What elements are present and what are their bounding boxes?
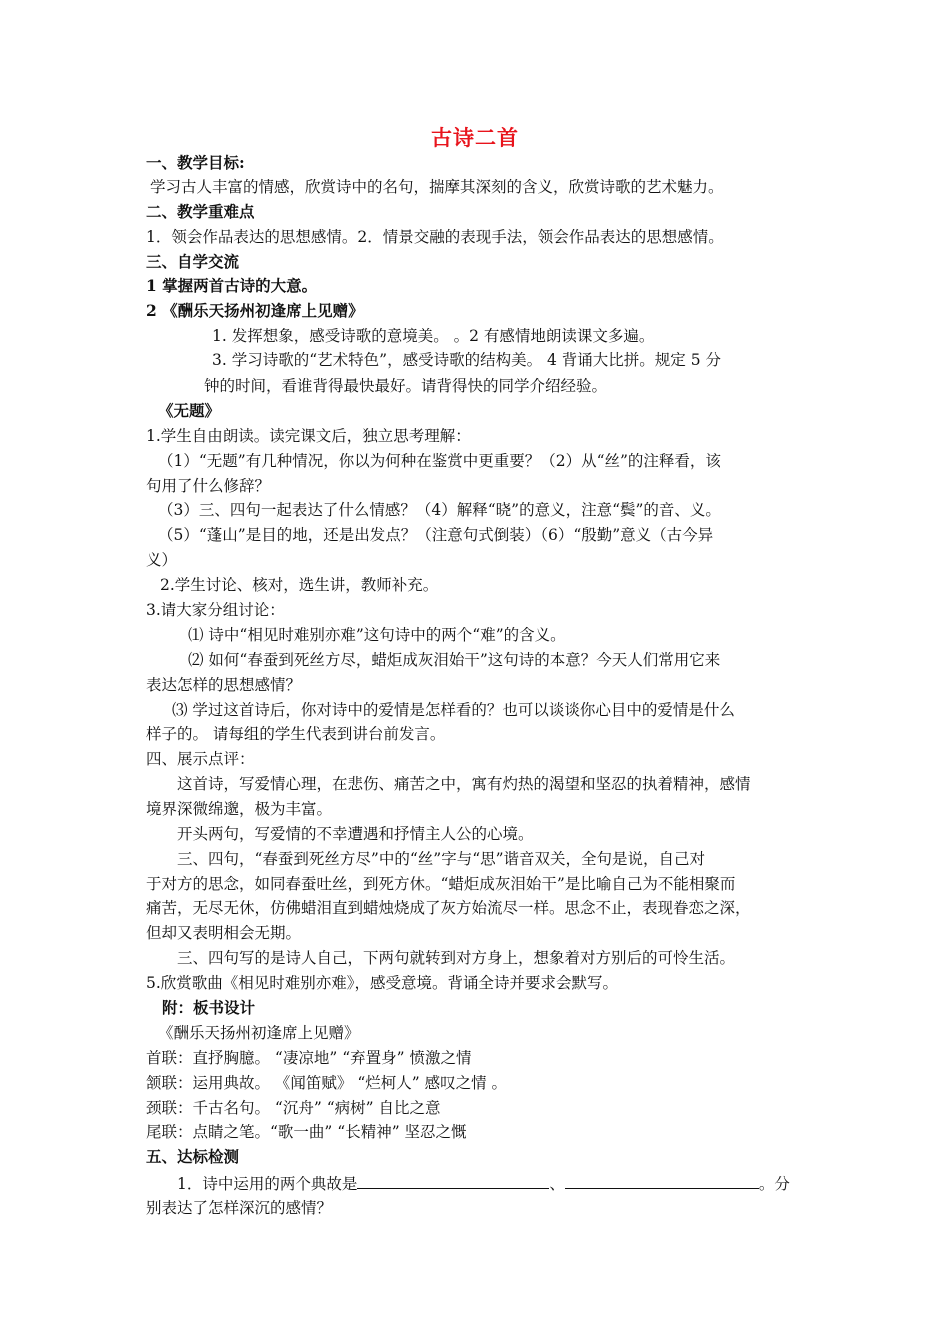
review-line-1: 这首诗，写爱情心理，在悲伤、痛苦之中，寓有灼热的渴望和坚忍的执着精神，感情 [177, 775, 751, 793]
answer-blank-1[interactable] [357, 1171, 549, 1189]
section-3-heading: 三、自学交流 [146, 252, 240, 271]
answer-blank-2[interactable] [565, 1171, 759, 1189]
section-4-heading: 四、展示点评： [146, 750, 255, 768]
wuti-line-2: （1）“无题”有几种情况，你以为何种在鉴赏中更重要？（2）从“丝”的注释看，该 [158, 452, 721, 470]
section-1-text: 学习古人丰富的情感，欣赏诗中的名句，揣摩其深刻的含义，欣赏诗歌的艺术魅力。 [150, 178, 724, 196]
page-title: 古诗二首 [431, 125, 519, 150]
section-5-heading: 五、达标检测 [146, 1147, 240, 1166]
question-1-line-2: 别表达了怎样深沉的感情？ [146, 1199, 333, 1217]
poem1-step-line-1: 1. 发挥想象，感受诗歌的意境美。 。2 有感情地朗读课文多遍。 [212, 327, 655, 345]
wuti-line-1: 1.学生自由朗读。读完课文后，独立思考理解： [146, 427, 471, 445]
poem1-step-line-3: 钟的时间，看谁背得最快最好。请背得快的同学介绍经验。 [204, 377, 608, 395]
wuti-line-13: 样子的。 请每组的学生代表到讲台前发言。 [146, 725, 446, 743]
review-line-7: 但却又表明相会无期。 [146, 924, 302, 942]
board-line-2: 颔联：运用典故。 《闻笛赋》 “烂柯人” 感叹之情 。 [146, 1074, 508, 1092]
section-2-heading: 二、教学重难点 [146, 202, 255, 221]
wuti-line-7: 2.学生讨论、核对，选生讲，教师补充。 [160, 576, 439, 594]
appendix-heading: 附：板书设计 [162, 998, 256, 1017]
question-1-separator: 、 [549, 1175, 565, 1193]
wuti-line-3: 句用了什么修辞？ [146, 477, 271, 495]
wuti-line-5: （5）“蓬山”是目的地，还是出发点？（注意句式倒装）（6）“殷勤”意义（古今异 [158, 526, 714, 544]
wuti-line-12: ⑶ 学过这首诗后，你对诗中的爱情是怎样看的？也可以谈谈你心目中的爱情是什么 [172, 701, 735, 719]
review-line-4: 三、四句，“春蚕到死丝方尽”中的“丝”字与“思”谐音双关，全句是说，自己对 [177, 850, 706, 868]
board-line-1: 首联：直抒胸臆。 “凄凉地” “弃置身” 愤激之情 [146, 1049, 472, 1067]
wuti-line-8: 3.请大家分组讨论： [146, 601, 285, 619]
board-title: 《酬乐天扬州初逢席上见赠》 [158, 1024, 360, 1042]
wuti-line-4: （3）三、四句一起表达了什么情感？（4）解释“晓”的意义，注意“鬓”的音、义。 [158, 501, 721, 519]
review-line-8: 三、四句写的是诗人自己，下两句就转到对方身上，想象着对方别后的可怜生活。 [177, 949, 736, 967]
wuti-line-6: 义） [146, 551, 178, 569]
section-1-heading: 一、教学目标: [146, 153, 245, 172]
section-3-item-1: 1 掌握两首古诗的大意。 [146, 276, 318, 295]
wuti-line-10: ⑵ 如何“春蚕到死丝方尽，蜡炬成灰泪始干”这句诗的本意？今天人们常用它来 [188, 651, 721, 669]
wuti-line-11: 表达怎样的思想感情？ [146, 676, 302, 694]
wuti-heading: 《无题》 [158, 401, 221, 420]
review-line-2: 境界深微绵邈，极为丰富。 [146, 800, 333, 818]
board-line-4: 尾联：点睛之笔。“歌一曲” “长精神” 坚忍之慨 [146, 1123, 467, 1141]
review-line-6: 痛苦，无尽无休，仿佛蜡泪直到蜡烛烧成了灰方始流尽一样。思念不止，表现眷恋之深， [146, 899, 751, 917]
poem1-step-line-2: 3. 学习诗歌的“艺术特色”，感受诗歌的结构美。 4 背诵大比拼。规定 5 分 [212, 351, 721, 369]
review-line-9: 5.欣赏歌曲《相见时难别亦难》，感受意境。背诵全诗并要求会默写。 [146, 974, 619, 992]
question-1-line-1 [177, 1171, 790, 1196]
board-line-3: 颈联：千古名句。 “沉舟” “病树” 自比之意 [146, 1099, 441, 1117]
section-2-text: 1．领会作品表达的思想感情。2．情景交融的表现手法，领会作品表达的思想感情。 [146, 228, 724, 246]
section-3-item-2: 2 《酬乐天扬州初逢席上见赠》 [146, 301, 364, 320]
wuti-line-9: ⑴ 诗中“相见时难别亦难”这句诗中的两个“难”的含义。 [188, 626, 566, 644]
review-line-3: 开头两句，写爱情的不幸遭遇和抒情主人公的心境。 [177, 825, 534, 843]
question-1-suffix: 。分 [758, 1175, 790, 1193]
review-line-5: 于对方的思念，如同春蚕吐丝，到死方休。“蜡炬成灰泪始干”是比喻自己为不能相聚而 [146, 875, 736, 893]
question-1-prefix: 1．诗中运用的两个典故是 [177, 1175, 358, 1193]
